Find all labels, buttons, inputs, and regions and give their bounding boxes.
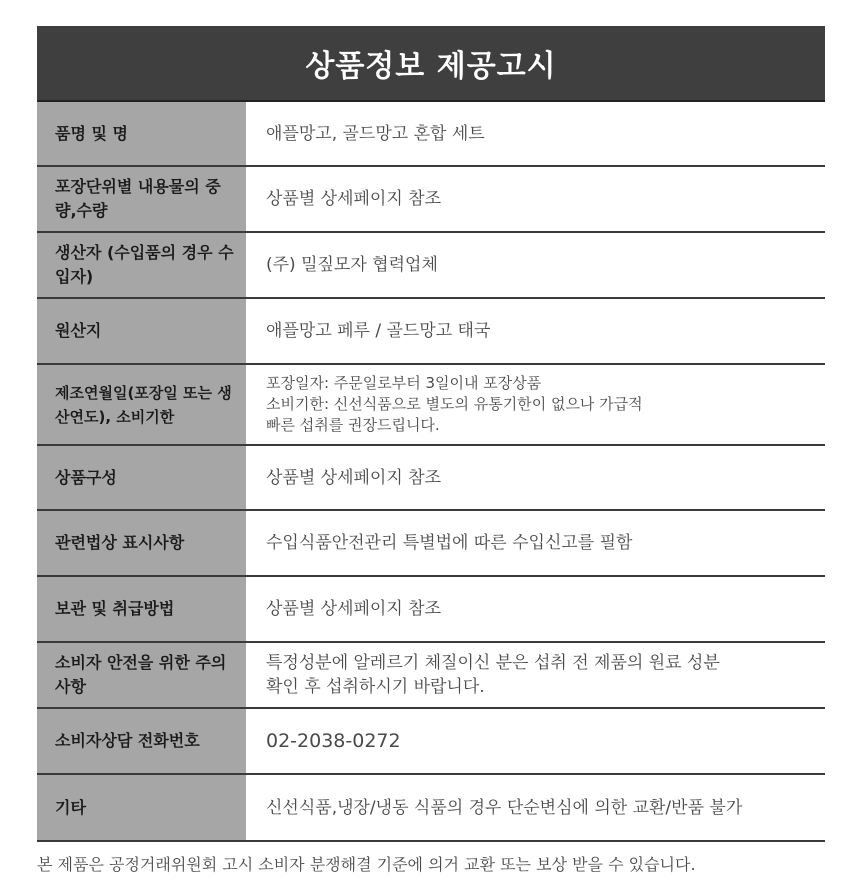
row-value-line: 상품별 상세페이지 참조 bbox=[266, 467, 442, 488]
row-value bbox=[246, 446, 825, 509]
row-value bbox=[246, 365, 825, 444]
row-value-line: 애플망고, 골드망고 혼합 세트 bbox=[266, 123, 485, 144]
row-label: 소비자상담 전화번호 bbox=[37, 709, 246, 773]
row-value bbox=[246, 709, 825, 773]
row-value-line: 상품별 상세페이지 참조 bbox=[266, 189, 442, 209]
info-table bbox=[37, 100, 825, 842]
table-row-product-name bbox=[37, 102, 825, 167]
row-value-line: 확인 후 섭취하시기 바랍니다. bbox=[266, 677, 485, 697]
product-info-notice bbox=[37, 26, 825, 842]
row-value-line: 빠른 섭취를 권장드립니다. bbox=[266, 416, 440, 434]
table-row-caution bbox=[37, 643, 825, 709]
row-value-line: 수입식품안전관리 특별법에 따른 수입신고를 필함 bbox=[266, 533, 633, 553]
row-value bbox=[246, 233, 825, 297]
row-value-line: 신선식품,냉장/냉동 식품의 경우 단순변심에 의한 교환/반품 불가 bbox=[266, 797, 743, 818]
row-value-line: 특정성분에 알레르기 체질이신 분은 섭취 전 제품의 원료 성분 bbox=[266, 653, 720, 673]
row-label: 관련법상 표시사항 bbox=[37, 511, 246, 575]
table-row-producer bbox=[37, 233, 825, 299]
row-value-line: 소비기한: 신선식품으로 별도의 유통기한이 없으나 가급적 bbox=[266, 395, 643, 413]
table-row-composition bbox=[37, 446, 825, 511]
row-value bbox=[246, 775, 825, 840]
row-value bbox=[246, 643, 825, 707]
phone-number: 02-2038-0272 bbox=[266, 730, 401, 752]
table-row-storage bbox=[37, 577, 825, 643]
row-label: 생산자 (수입품의 경우 수입자) bbox=[37, 233, 246, 297]
row-label: 소비자 안전을 위한 주의사항 bbox=[37, 643, 246, 707]
row-label: 상품구성 bbox=[37, 446, 246, 509]
row-value-line: (주) 밀짚모자 협력업체 bbox=[266, 255, 438, 275]
row-value-line: 애플망고 페루 / 골드망고 태국 bbox=[266, 321, 491, 341]
row-value-line: 포장일자: 주문일로부터 3일이내 포장상품 bbox=[266, 374, 542, 392]
table-row-expiry bbox=[37, 365, 825, 446]
row-value bbox=[246, 299, 825, 363]
table-row-origin bbox=[37, 299, 825, 365]
table-row-etc bbox=[37, 775, 825, 842]
row-label: 원산지 bbox=[37, 299, 246, 363]
row-label: 기타 bbox=[37, 775, 246, 840]
row-value bbox=[246, 102, 825, 165]
row-value bbox=[246, 577, 825, 641]
row-value-line: 상품별 상세페이지 참조 bbox=[266, 599, 442, 619]
table-row-phone bbox=[37, 709, 825, 775]
row-label: 포장단위별 내용물의 중량,수량 bbox=[37, 167, 246, 231]
row-value bbox=[246, 511, 825, 575]
row-value bbox=[246, 167, 825, 231]
footer-note: 본 제품은 공정거래위원회 고시 소비자 분쟁해결 기준에 의거 교환 또는 보상 받을 수 있습니다. bbox=[37, 855, 696, 874]
notice-title: 상품정보 제공고시 bbox=[37, 26, 825, 100]
row-label: 제조연월일(포장일 또는 생산연도), 소비기한 bbox=[37, 365, 246, 444]
row-label: 보관 및 취급방법 bbox=[37, 577, 246, 641]
row-label: 품명 및 명 bbox=[37, 102, 246, 165]
table-row-legal bbox=[37, 511, 825, 577]
table-row-weight bbox=[37, 167, 825, 233]
